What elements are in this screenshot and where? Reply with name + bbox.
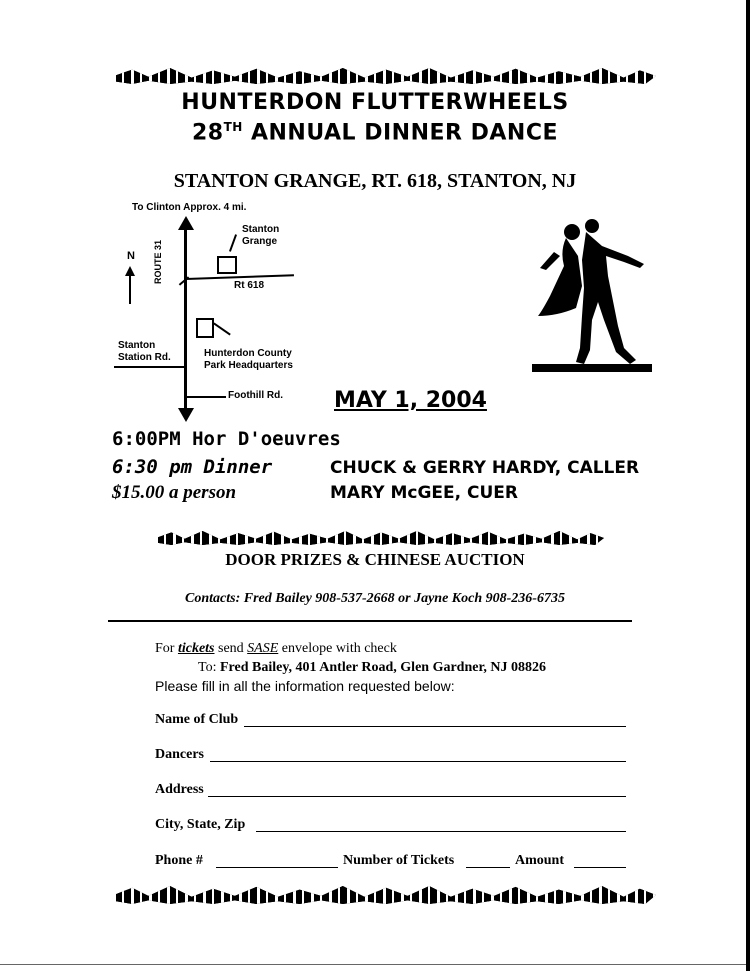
park-pointer xyxy=(213,322,231,335)
title-line-2-rest: ANNUAL DINNER DANCE xyxy=(242,120,559,146)
anniversary-suffix: TH xyxy=(223,120,243,134)
number-of-tickets-field[interactable] xyxy=(466,867,510,868)
north-label: N xyxy=(127,250,135,262)
title-line-2 xyxy=(0,120,750,145)
grange-pointer xyxy=(229,234,237,252)
dancers-field[interactable] xyxy=(210,761,626,762)
middle-decorative-border xyxy=(158,531,604,545)
park-headquarters-building xyxy=(196,318,214,338)
tickets-instruction-line-1 xyxy=(155,641,397,657)
city-state-zip-label: City, State, Zip xyxy=(155,817,246,832)
scan-edge xyxy=(746,0,750,971)
dancing-couple-icon xyxy=(532,216,652,376)
bottom-decorative-border xyxy=(116,886,656,904)
phone-field[interactable] xyxy=(216,867,338,868)
envelope-text: envelope with check xyxy=(278,641,397,656)
route-31-road xyxy=(184,228,187,412)
bottom-scan-line xyxy=(0,964,750,965)
stanton-station-label-1: Stanton xyxy=(118,340,156,351)
stanton-grange-label-1: Stanton xyxy=(242,224,280,235)
directions-map xyxy=(110,198,320,428)
contacts-line: Contacts: Fred Bailey 908-537-2668 or Jayne Koch 908-236-6735 xyxy=(185,591,565,606)
tickets-instruction-line-3: Please fill in all the information requested below: xyxy=(155,678,455,694)
dancers-label: Dancers xyxy=(155,747,204,762)
name-of-club-field[interactable] xyxy=(244,726,626,727)
amount-label: Amount xyxy=(515,853,565,868)
address-field[interactable] xyxy=(208,796,626,797)
event-date: MAY 1, 2004 xyxy=(334,388,487,413)
to-text: To: xyxy=(198,660,220,675)
stanton-station-label-2: Station Rd. xyxy=(118,352,171,363)
city-state-zip-field[interactable] xyxy=(256,831,626,832)
rt-618-label: Rt 618 xyxy=(234,280,265,291)
phone-label: Phone # xyxy=(155,853,203,868)
dinner-time: 6:30 pm Dinner xyxy=(112,456,273,478)
caller-name: CHUCK & GERRY HARDY, CALLER xyxy=(330,458,640,478)
anniversary-number: 28 xyxy=(191,120,224,146)
send-text: send xyxy=(214,641,248,656)
road-arrow-icon xyxy=(178,216,194,230)
ticket-price: $15.00 a person xyxy=(112,482,237,503)
stanton-station-road xyxy=(114,366,184,368)
door-prizes-heading: DOOR PRIZES & CHINESE AUCTION xyxy=(225,550,525,569)
map-label-clinton: To Clinton Approx. 4 mi. xyxy=(132,202,247,213)
foothill-label: Foothill Rd. xyxy=(228,390,283,401)
title-line-1: HUNTERDON FLUTTERWHEELS xyxy=(181,90,569,115)
tickets-instruction-line-2 xyxy=(198,660,546,676)
name-of-club-label: Name of Club xyxy=(155,712,239,727)
park-hq-label-2: Park Headquarters xyxy=(204,360,293,371)
stanton-grange-building xyxy=(217,256,237,274)
mailing-address: Fred Bailey, 401 Antler Road, Glen Gardner, NJ 08826 xyxy=(219,660,546,675)
top-decorative-border xyxy=(116,68,656,84)
road-arrow-icon xyxy=(178,408,194,422)
tickets-word: tickets xyxy=(177,641,215,656)
section-divider xyxy=(108,620,632,622)
sase-word: SASE xyxy=(247,641,279,656)
for-text: For xyxy=(155,641,178,656)
cuer-name: MARY McGEE, CUER xyxy=(330,483,518,503)
amount-field[interactable] xyxy=(574,867,626,868)
number-of-tickets-label: Number of Tickets xyxy=(343,853,455,868)
stanton-grange-label-2: Grange xyxy=(242,236,278,247)
address-label: Address xyxy=(155,782,204,797)
route-31-label: ROUTE 31 xyxy=(153,239,163,284)
north-arrow-shaft xyxy=(129,274,131,304)
venue-line: STANTON GRANGE, RT. 618, STANTON, NJ xyxy=(173,170,577,192)
foothill-road xyxy=(186,396,226,398)
hors-doeuvres-time: 6:00PM Hor D'oeuvres xyxy=(112,428,341,450)
park-hq-label-1: Hunterdon County xyxy=(204,348,292,359)
